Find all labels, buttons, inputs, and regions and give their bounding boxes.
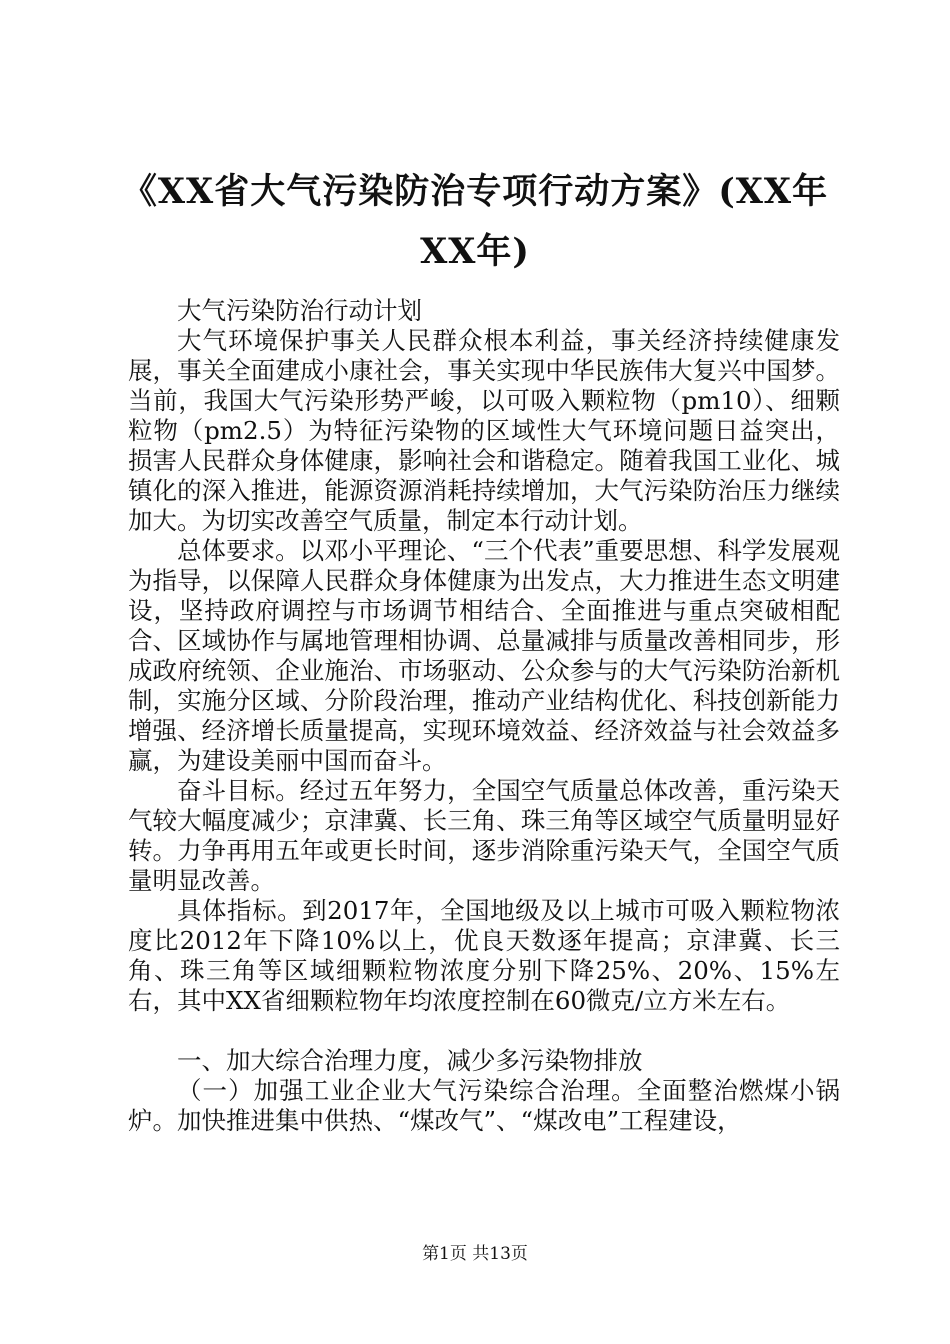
document-subtitle: 大气污染防治行动计划 — [177, 296, 422, 325]
document-body — [128, 296, 840, 1136]
paragraph-general-requirements: 总体要求。以邓小平理论、“三个代表”重要思想、科学发展观为指导，以保障人民群众身体健康为出发点，大力推进生态文明建设，坚持政府调控与市场调节相结合、全面推进与重点突破相配合、区域协作与属地管理相协调、总量减排与质量改善相同步，形成政府统领、企业施治、市场驱动、公众参与的大气污染防治新机制，实施分区域、分阶段治理，推动产业结构优化、科技创新能力增强、经济增长质量提高，实现环境效益、经济效益与社会效益多赢，为建设美丽中国而奋斗。 — [128, 536, 840, 775]
section-heading: 一、加大综合治理力度，减少多污染物排放 — [177, 1046, 643, 1075]
section-paragraph: （一）加强工业企业大气污染综合治理。全面整治燃煤小锅炉。加快推进集中供热、“煤改气”、“煤改电”工程建设， — [128, 1076, 840, 1135]
document-title: 《XX省大气污染防治专项行动方案》(XX年XX年) — [121, 171, 829, 272]
paragraph-goals: 奋斗目标。经过五年努力，全国空气质量总体改善，重污染天气较大幅度减少；京津冀、长三角、珠三角等区域空气质量明显好转。力争再用五年或更长时间，逐步消除重污染天气，全国空气质量明显改善。 — [128, 776, 840, 895]
paragraph-intro: 大气环境保护事关人民群众根本利益，事关经济持续健康发展，事关全面建成小康社会，事关实现中华民族伟大复兴中国梦。当前，我国大气污染形势严峻，以可吸入颗粒物（pm10）、细颗粒物（pm2.5）为特征污染物的区域性大气环境问题日益突出，损害人民群众身体健康，影响社会和谐稳定。随着我国工业化、城镇化的深入推进，能源资源消耗持续增加，大气污染防治压力继续加大。为切实改善空气质量，制定本行动计划。 — [128, 326, 840, 535]
page-number-footer: 第1页 共13页 — [422, 1244, 528, 1264]
paragraph-indicators: 具体指标。到2017年，全国地级及以上城市可吸入颗粒物浓度比2012年下降10%以上，优良天数逐年提高；京津冀、长三角、珠三角等区域细颗粒物浓度分别下降25%、20%、15%左右，其中XX省细颗粒物年均浓度控制在60微克/立方米左右。 — [128, 896, 840, 1015]
